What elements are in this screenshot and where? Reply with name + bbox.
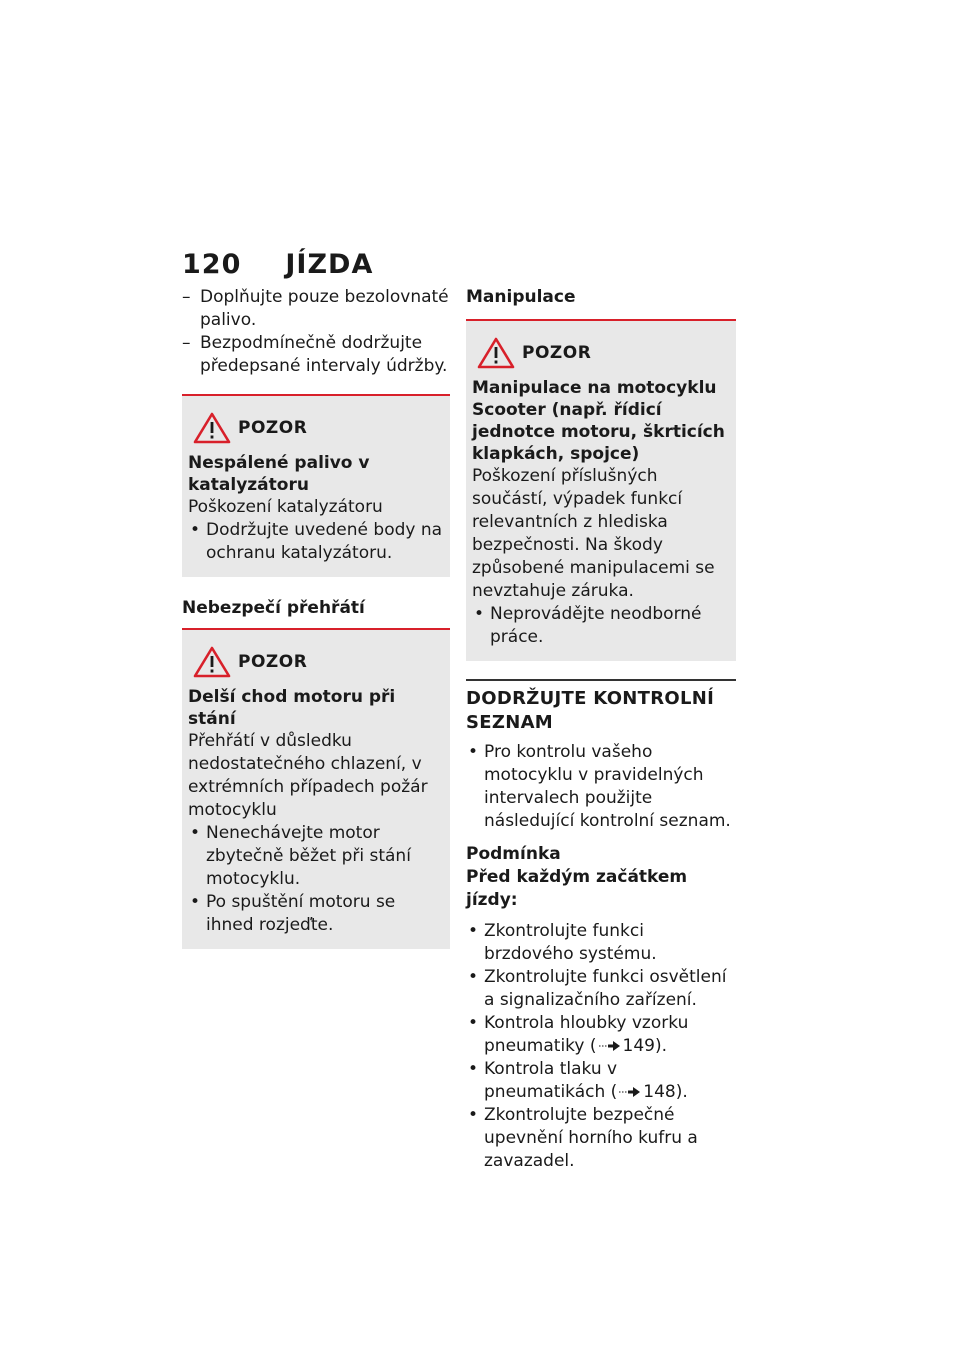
condition-label: Podmínka (466, 844, 561, 864)
section-title: DODRŽUJTE KONTROLNÍ SEZNAM (466, 688, 715, 733)
warning-header (188, 642, 444, 682)
page-number: 120 (182, 248, 242, 280)
warning-triangle-icon (476, 336, 516, 370)
right-column (466, 286, 736, 1173)
left-column (182, 286, 450, 949)
warning-bullet: • Neprovádějte neodborné práce. (472, 603, 730, 649)
warning-label: POZOR (522, 343, 592, 363)
warning-bullet: • Dodržujte uvedené body na ochranu katalyzátoru. (188, 519, 444, 565)
chapter-title: JÍZDA (285, 248, 374, 280)
intro-bullet: • Pro kontrolu vašeho motocyklu v pravidelných intervalech použijte následující kontrolní seznam. (466, 741, 736, 833)
warning-label: POZOR (238, 418, 308, 438)
subheading-overheating: Nebezpečí přehřátí (182, 598, 365, 618)
checklist-item: • Zkontrolujte bezpečné upevnění horního kufru a zavazadel. (466, 1104, 736, 1173)
warning-title: Nespálené palivo v katalyzátoru (188, 453, 370, 495)
dash-item: – Bezpodmínečně dodržujte předepsané intervaly údržby. (182, 332, 450, 378)
warning-title: Manipulace na motocyklu Scooter (např. řídicí jednotce motoru, škrticích klapkách, spojce) (472, 378, 725, 464)
checklist-text: ). (654, 1036, 668, 1056)
warning-box-catalyst (182, 396, 450, 577)
warning-header (188, 408, 444, 448)
warning-triangle-icon (192, 645, 232, 679)
warning-bullet: • Po spuštění motoru se ihned rozjeďte. (188, 891, 444, 937)
checklist-item: • Zkontrolujte funkci brzdového systému. (466, 920, 736, 966)
page-reference-arrow-icon (619, 1086, 641, 1098)
warning-bullet: • Nenechávejte motor zbytečně běžet při stání motocyklu. (188, 822, 444, 891)
warning-header (472, 333, 730, 373)
checklist-item (466, 1058, 736, 1104)
warning-description: Poškození příslušných součástí, výpadek funkcí relevantních z hlediska bezpečnosti. Na škody způsobené manipulacemi se nevztahuje záruka. (472, 466, 715, 601)
warning-title: Delší chod motoru při stání (188, 687, 396, 729)
warning-triangle-icon (192, 411, 232, 445)
checklist-item (466, 1012, 736, 1058)
dash-item: – Doplňujte pouze bezolovnaté palivo. (182, 286, 450, 332)
warning-box-overheating (182, 630, 450, 949)
checklist-text: ). (675, 1082, 688, 1102)
page-reference[interactable]: 148 (643, 1082, 676, 1102)
warning-description: Přehřátí v důsledku nedostatečného chlazení, v extrémních případech požár motocyklu (188, 731, 428, 820)
checklist-text: Kontrola hloubky vzorku pneumatiky ( (484, 1013, 689, 1056)
warning-label: POZOR (238, 652, 308, 672)
checklist-text: Kontrola tlaku v pneumatikách ( (484, 1059, 618, 1102)
checklist-item: • Zkontrolujte funkci osvětlení a signalizačního zařízení. (466, 966, 736, 1012)
condition-text: Před každým začátkem jízdy: (466, 867, 688, 910)
subheading-manipulation: Manipulace (466, 287, 576, 307)
page-reference-arrow-icon (599, 1040, 621, 1052)
page-header (182, 244, 373, 284)
page-reference[interactable]: 149 (622, 1036, 655, 1056)
warning-box-manipulation (466, 321, 736, 661)
warning-description: Poškození katalyzátoru (188, 497, 383, 517)
